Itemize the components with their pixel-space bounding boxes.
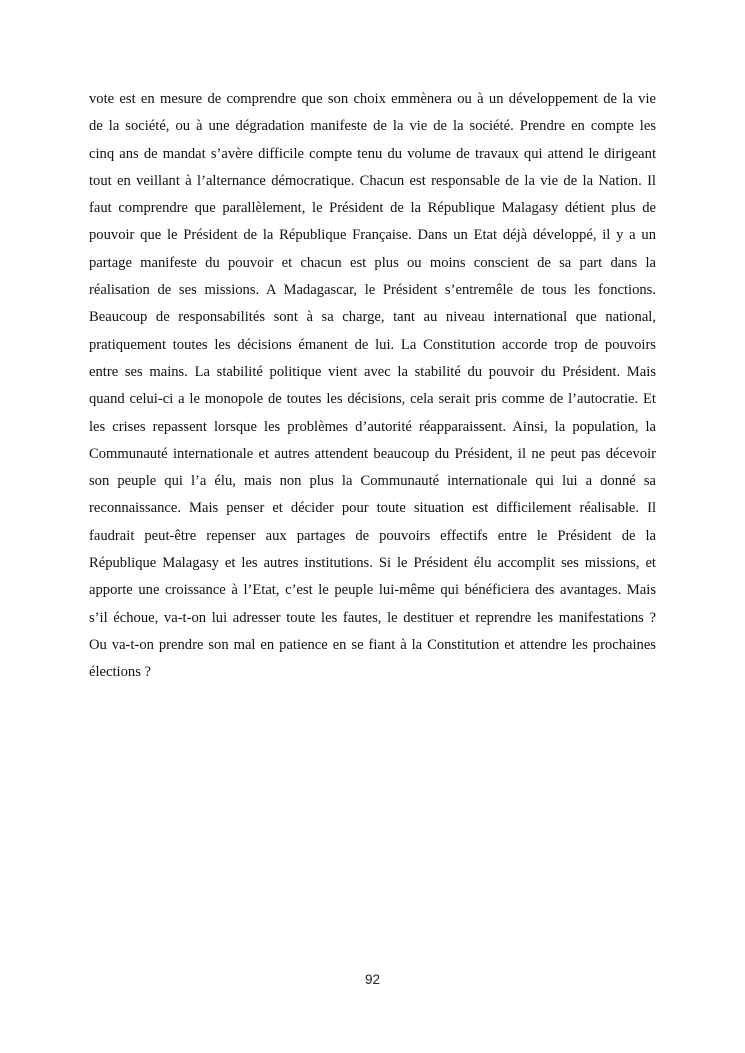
text-line: partage manifeste du pouvoir et chacun est plus ou moins conscient de sa part dans la bbox=[89, 254, 656, 271]
page-number: 92 bbox=[364, 972, 381, 987]
text-line: faut comprendre que parallèlement, le Président de la République Malagasy détient plus de bbox=[89, 200, 656, 217]
text-line: Communauté internationale et autres attendent beaucoup du Président, il ne peut pas décevoir bbox=[89, 445, 656, 462]
text-line: tout en veillant à l’alternance démocratique. Chacun est responsable de la vie de la Nation. Il bbox=[89, 172, 656, 189]
text-line: les crises repassent lorsque les problèmes d’autorité réapparaissent. Ainsi, la population, la bbox=[89, 418, 656, 435]
text-line: apporte une croissance à l’Etat, c’est le peuple lui-même qui bénéficiera des avantages. Mais bbox=[89, 582, 656, 599]
text-line: entre ses mains. La stabilité politique vient avec la stabilité du pouvoir du Président. Mais bbox=[89, 363, 656, 380]
text-line: Ou va-t-on prendre son mal en patience en se fiant à la Constitution et attendre les prochaines bbox=[89, 636, 656, 653]
text-line: Beaucoup de responsabilités sont à sa charge, tant au niveau international que national, bbox=[89, 309, 656, 326]
text-line: quand celui-ci a le monopole de toutes les décisions, cela serait pris comme de l’autocratie. Et bbox=[89, 391, 656, 408]
text-line: élections ? bbox=[89, 664, 151, 681]
text-line: réalisation de ses missions. A Madagascar, le Président s’entremêle de tous les fonctions. bbox=[89, 282, 656, 299]
text-line: pouvoir que le Président de la République Française. Dans un Etat déjà développé, il y a un bbox=[89, 227, 656, 244]
text-line: République Malagasy et les autres institutions. Si le Président élu accomplit ses missions, et bbox=[89, 555, 656, 572]
text-line: s’il échoue, va-t-on lui adresser toute les fautes, le destituer et reprendre les manifestations ? bbox=[89, 609, 656, 626]
text-line: cinq ans de mandat s’avère difficile compte tenu du volume de travaux qui attend le dirigeant bbox=[89, 145, 656, 162]
body-paragraph bbox=[89, 86, 656, 687]
text-line: faudrait peut-être repenser aux partages de pouvoirs effectifs entre le Président de la bbox=[89, 527, 656, 544]
text-line: pratiquement toutes les décisions émanent de lui. La Constitution accorde trop de pouvoirs bbox=[89, 336, 656, 353]
text-line: son peuple qui l’a élu, mais non plus la Communauté internationale qui lui a donné sa bbox=[89, 473, 656, 490]
text-line: reconnaissance. Mais penser et décider pour toute situation est difficilement réalisable. Il bbox=[89, 500, 656, 517]
text-line: de la société, ou à une dégradation manifeste de la vie de la société. Prendre en compte les bbox=[89, 118, 656, 135]
text-line: vote est en mesure de comprendre que son choix emmènera ou à un développement de la vie bbox=[89, 91, 656, 107]
